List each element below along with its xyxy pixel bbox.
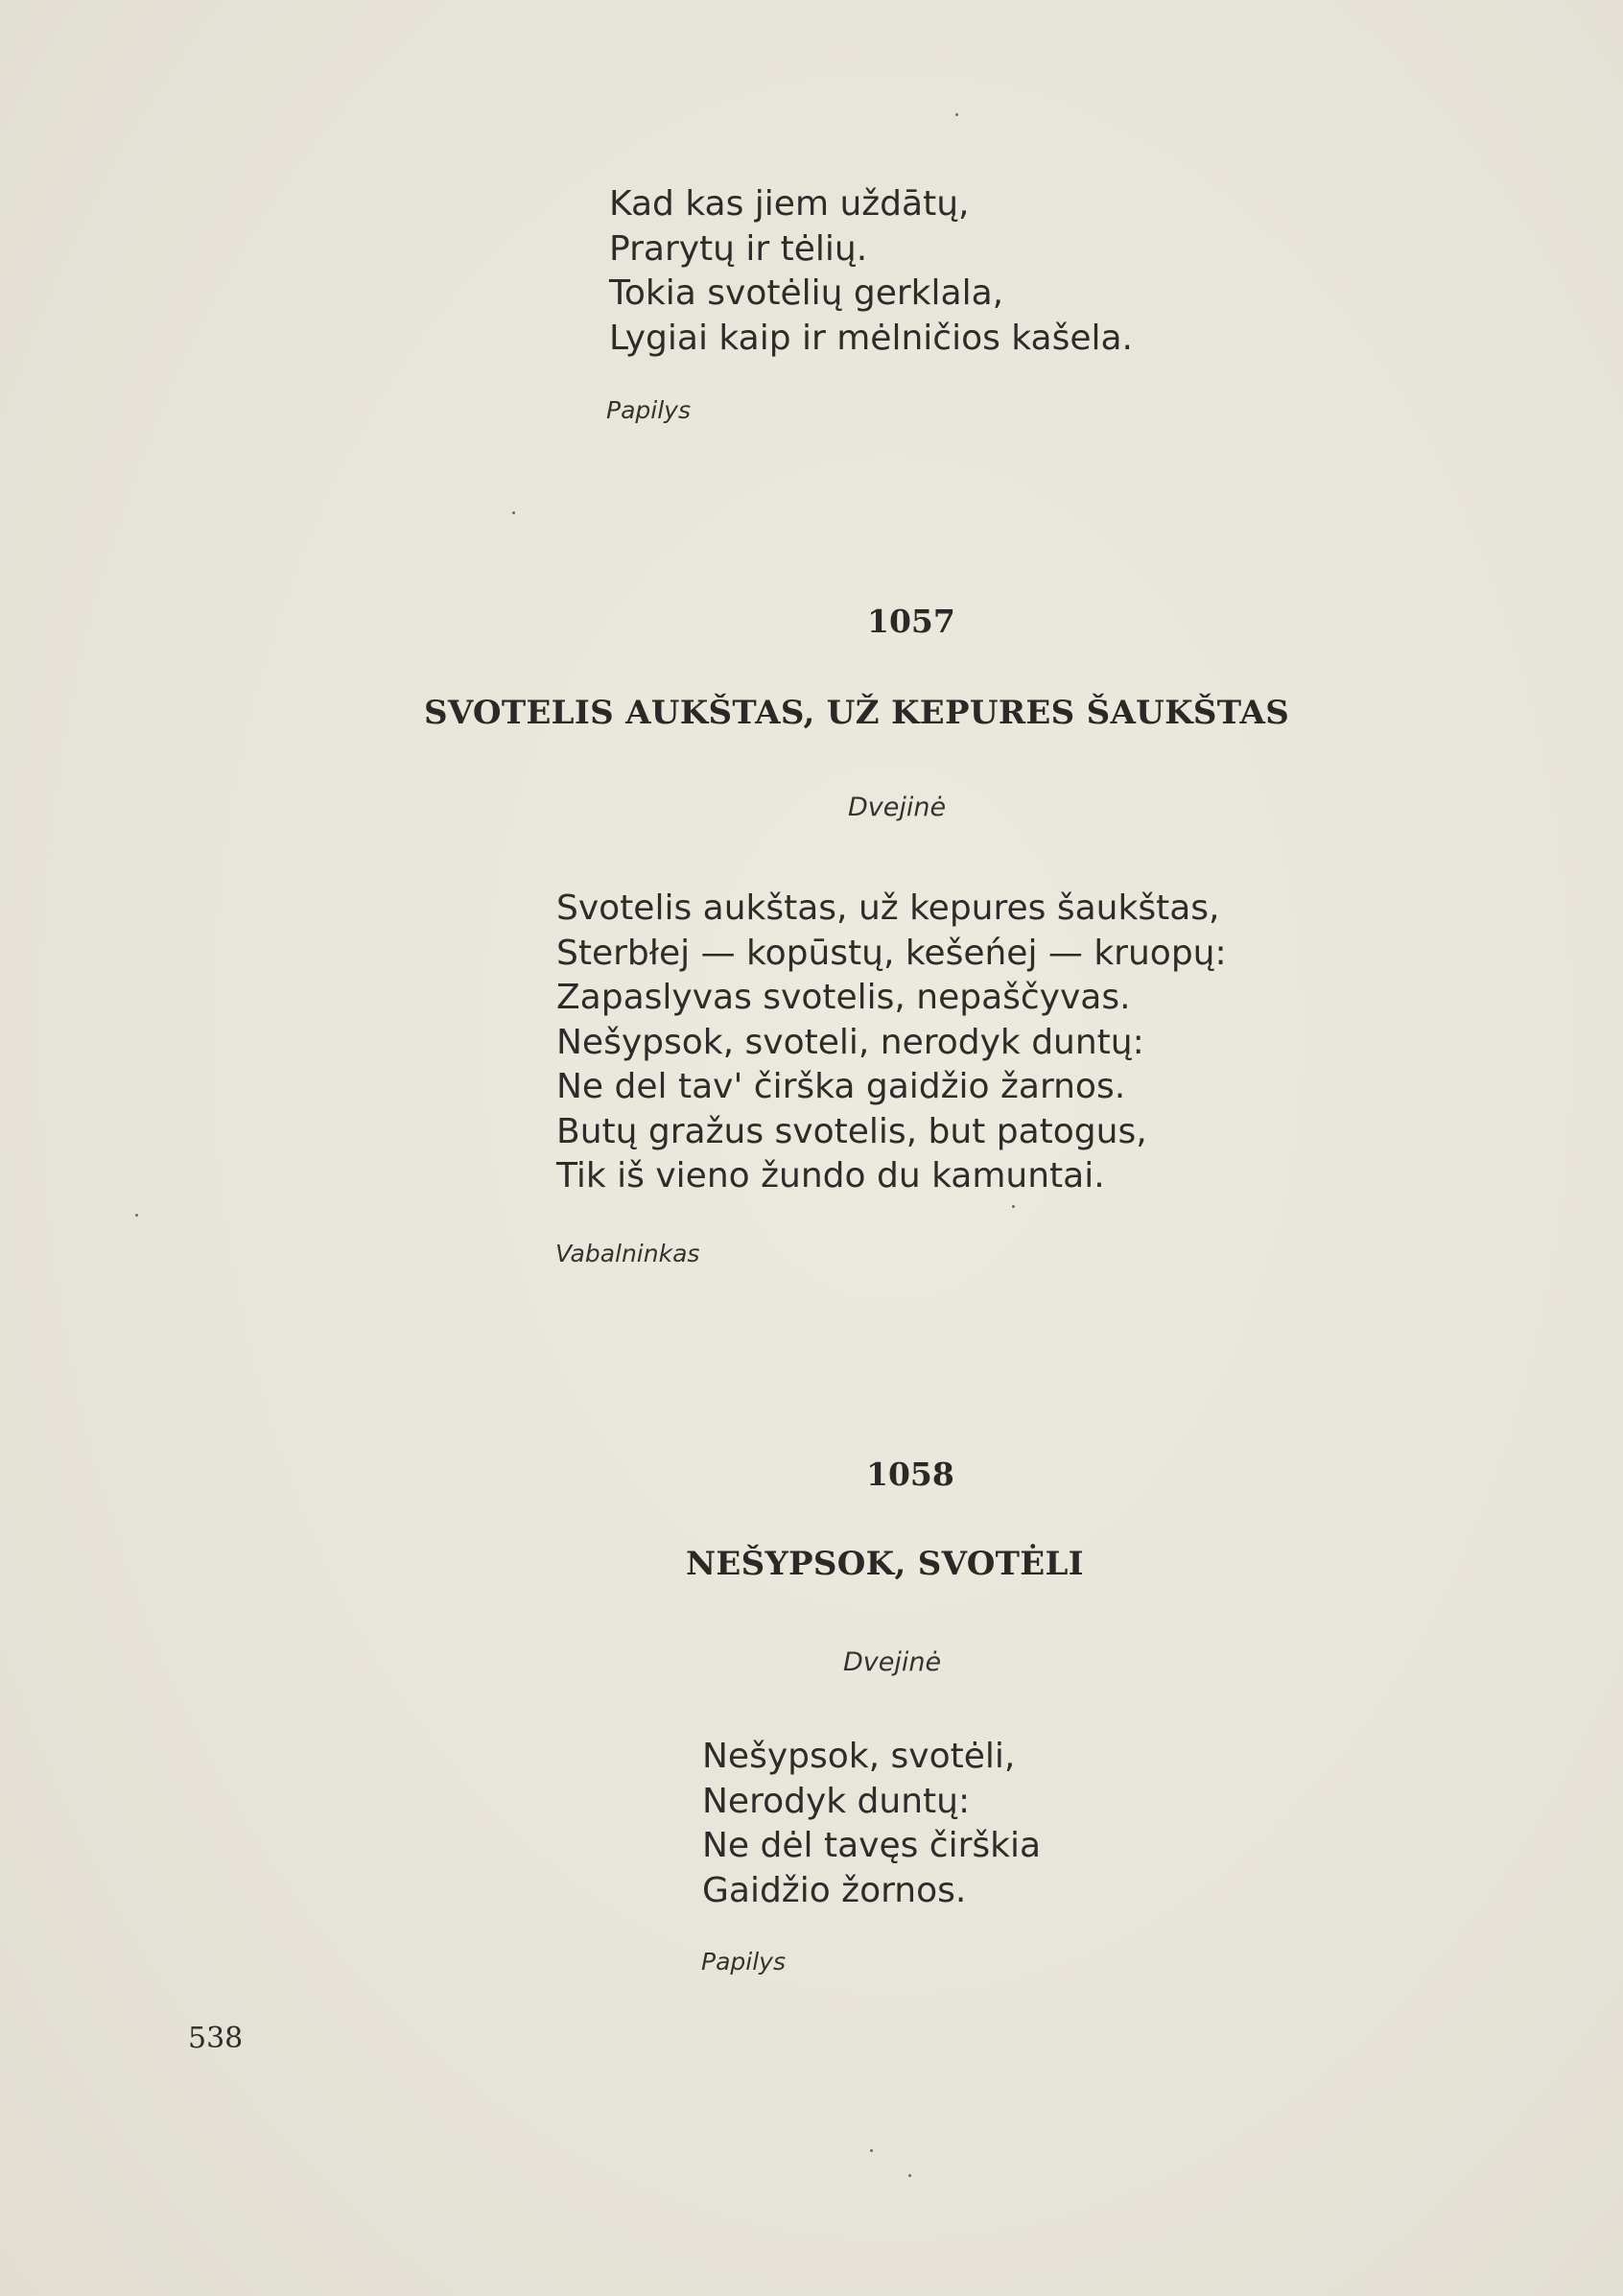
verse-line: Kad kas jiem uždātų,	[609, 184, 970, 224]
top-fragment-place: Papilys	[606, 396, 691, 424]
print-speck	[512, 511, 515, 514]
print-speck	[135, 1214, 138, 1217]
song-1057-subtitle: Dvejinė	[848, 793, 947, 822]
verse-line: Ne dėl tavęs čirškia	[702, 1826, 1042, 1865]
song-1058-title: NEŠYPSOK, SVOTĖLI	[686, 1545, 1084, 1583]
song-1057-title: SVOTELIS AUKŠTAS, UŽ KEPURES ŠAUKŠTAS	[424, 694, 1290, 732]
song-1058-place: Papilys	[701, 1948, 786, 1976]
verse-line: Tik iš vieno žundo du kamuntai.	[556, 1156, 1105, 1195]
print-speck	[955, 113, 958, 116]
song-1058-verse	[702, 1735, 1041, 1913]
verse-line: Nešypsok, svotėli,	[702, 1737, 1016, 1776]
verse-line: Zapaslyvas svotelis, nepaščyvas.	[556, 978, 1131, 1017]
top-fragment-verse	[609, 182, 1133, 361]
song-1057-place: Vabalninkas	[555, 1240, 700, 1267]
verse-line: Nešypsok, svoteli, nerodyk duntų:	[556, 1022, 1144, 1062]
verse-line: Prarytų ir tėlių.	[609, 228, 868, 269]
verse-line: Gaidžio žornos.	[702, 1870, 967, 1910]
verse-line: Tokia svotėlių gerklala,	[609, 273, 1004, 313]
song-1058-number: 1058	[866, 1456, 954, 1493]
page-number: 538	[188, 2022, 244, 2055]
verse-line: Nerodyk duntų:	[702, 1781, 971, 1821]
song-1058-subtitle: Dvejinė	[843, 1647, 942, 1677]
verse-line: Sterbłej — kopūstų, kešeńej — kruopų:	[556, 933, 1227, 973]
print-speck	[1012, 1205, 1015, 1208]
print-speck	[870, 2149, 873, 2152]
verse-line: Butų gražus svotelis, but patogus,	[556, 1111, 1147, 1151]
song-1057-verse	[556, 887, 1227, 1199]
verse-line: Ne del tav' čirška gaidžio žarnos.	[556, 1067, 1126, 1106]
song-1057-number: 1057	[867, 603, 955, 640]
print-speck	[908, 2174, 911, 2177]
verse-line: Svotelis aukštas, už kepures šaukštas,	[556, 888, 1220, 928]
verse-line: Lygiai kaip ir mėlničios kašela.	[609, 318, 1133, 358]
